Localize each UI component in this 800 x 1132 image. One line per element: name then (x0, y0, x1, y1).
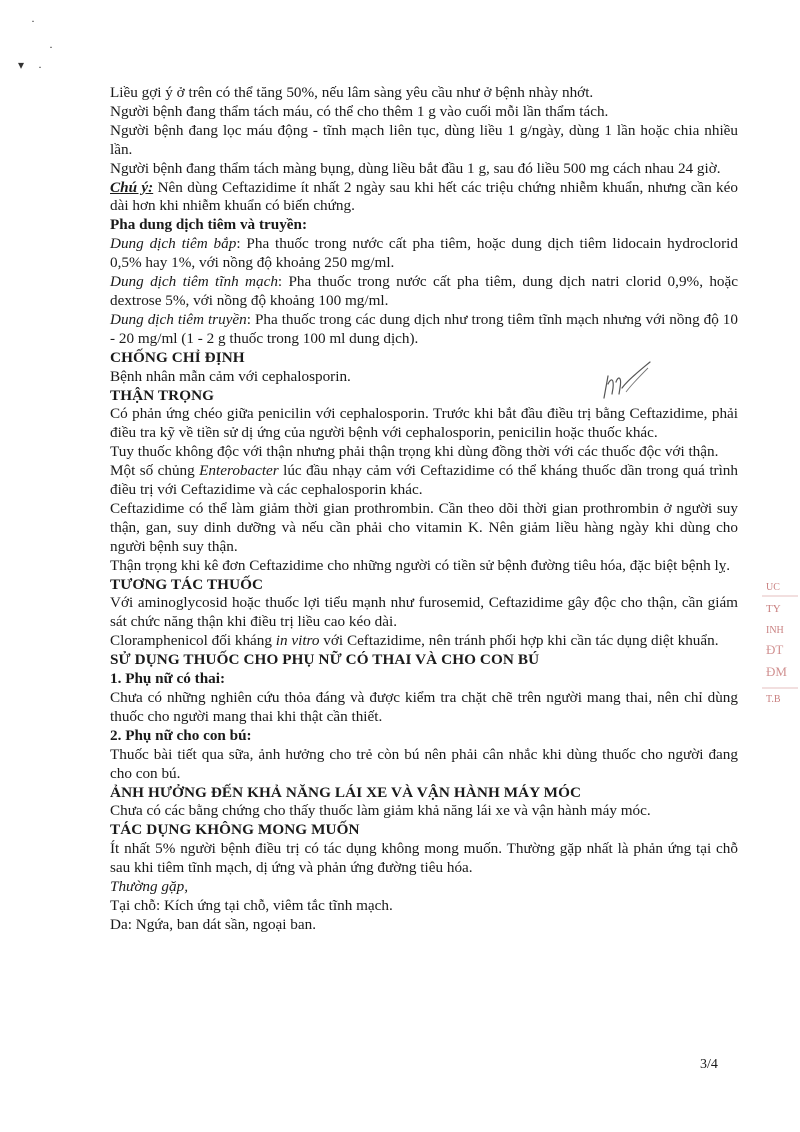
iv-text: : Pha thuốc trong nước cất pha tiêm, dung dịch natri clorid 0,9%, hoặc dextrose 5%, với nồng độ khoảng 100 mg/ml. (110, 273, 738, 309)
prep-iv-paragraph (110, 273, 738, 311)
text-run: với Ceftazidime, nên tránh phối hợp khi cần tác dụng diệt khuẩn. (319, 632, 719, 650)
svg-text:ĐM: ĐM (766, 664, 787, 679)
iv-label: Dung dịch tiêm tĩnh mạch (110, 273, 278, 291)
pregnancy-heading: SỬ DỤNG THUỐC CHO PHỤ NỮ CÓ THAI VÀ CHO CON BÚ (110, 651, 540, 669)
note-label: Chú ý: (110, 178, 154, 196)
svg-text:ĐT: ĐT (766, 642, 784, 657)
caution-heading: THẬN TRỌNG (110, 386, 215, 404)
paragraph: Người bệnh đang thẩm tách máu, có thể cho thêm 1 g vào cuối mỗi lần thẩm tách. (110, 102, 609, 120)
paragraph: Tại chỗ: Kích ứng tại chỗ, viêm tắc tĩnh mạch. (110, 896, 393, 914)
paragraph: Người bệnh đang thẩm tách màng bụng, dùng liều bắt đầu 1 g, sau đó liều 500 mg cách nhau 24 giờ. (110, 159, 721, 177)
text-run-italic: Enterobacter (199, 462, 279, 480)
inf-label: Dung dịch tiêm truyền (110, 310, 247, 328)
paragraph: Chưa có những nghiên cứu thỏa đáng và được kiểm tra chặt chẽ trên người mang thai, nên chỉ dùng thuốc cho người mang thai khi thật cần thiết. (110, 689, 738, 725)
scan-mark-dot: · (31, 14, 35, 28)
paragraph (110, 462, 738, 500)
note-text: Nên dùng Ceftazidime ít nhất 2 ngày sau khi hết các triệu chứng nhiễm khuẩn, nhưng cần kéo dài hơn khi nhiễm khuẩn có biến chứng. (110, 178, 738, 215)
prep-inf-paragraph (110, 311, 738, 349)
scan-mark-dot: · (49, 40, 53, 54)
im-label: Dung dịch tiêm bắp (110, 235, 237, 253)
paragraph: Người bệnh đang lọc máu động - tĩnh mạch liên tục, dùng liều 1 g/ngày, dùng 1 lần hoặc chia nhiều lần. (110, 121, 738, 158)
contraindication-heading: CHỐNG CHỈ ĐỊNH (110, 348, 245, 366)
faded-stamp (758, 576, 800, 708)
document-body (110, 84, 738, 935)
prep-im-paragraph (110, 235, 738, 273)
paragraph: Bệnh nhân mẫn cảm với cephalosporin. (110, 367, 351, 385)
paragraph: Liều gợi ý ở trên có thể tăng 50%, nếu lâm sàng yêu cầu như ở bệnh nhày nhớt. (110, 84, 594, 101)
svg-text:INH: INH (766, 625, 784, 636)
svg-text:TY: TY (766, 603, 781, 615)
paragraph: Thận trọng khi kê đơn Ceftazidime cho những người có tiền sử bệnh đường tiêu hóa, đặc biệt bệnh lỵ. (110, 556, 731, 574)
prep-heading: Pha dung dịch tiêm và truyền: (110, 216, 308, 234)
text-run-italic: in vitro (275, 632, 320, 650)
common-label: Thường gặp, (110, 878, 188, 896)
paragraph: Da: Ngứa, ban dát sần, ngoại ban. (110, 915, 317, 933)
svg-text:UC: UC (766, 582, 780, 593)
im-text: : Pha thuốc trong nước cất pha tiêm, hoặc dung dịch tiêm lidocain hydroclorid 0,5% hay 1%, với nồng độ khoảng 250 mg/ml. (110, 235, 738, 272)
adverse-heading: TÁC DỤNG KHÔNG MONG MUỐN (110, 821, 360, 839)
text-run: Một số chủng (110, 462, 200, 480)
lactation-subheading: 2. Phụ nữ cho con bú: (110, 726, 252, 744)
text-run: lúc đầu nhạy cảm với Ceftazidime có thể kháng thuốc dần trong quá trình điều trị với Ceftazidime và các cephalosporin khác. (110, 462, 738, 499)
scan-mark-dot: · (38, 60, 42, 74)
paragraph: Với aminoglycosid hoặc thuốc lợi tiểu mạnh như furosemid, Ceftazidime gây độc cho thận, cần giám sát chức năng thận khi điều trị liều cao kéo dài. (110, 594, 738, 631)
driving-heading: ẢNH HƯỞNG ĐẾN KHẢ NĂNG LÁI XE VÀ VẬN HÀNH MÁY MÓC (110, 783, 582, 801)
inf-text: : Pha thuốc trong các dung dịch như trong tiêm tĩnh mạch nhưng với nồng độ 10 - 20 mg/ml (1 - 2 g thuốc trong 100 ml dung dịch). (110, 310, 738, 347)
paragraph: Ít nhất 5% người bệnh điều trị có tác dụng không mong muốn. Thường gặp nhất là phản ứng tại chỗ sau khi tiêm tĩnh mạch, dị ứng và phản ứng đường tiêu hóa. (110, 840, 738, 877)
svg-text:T.B: T.B (766, 694, 781, 705)
page-number: 3/4 (700, 1057, 718, 1072)
paragraph: Tuy thuốc không độc với thận nhưng phải thận trọng khi dùng đồng thời với các thuốc độc với thận. (110, 443, 719, 461)
scan-mark-tick: ▾ (18, 58, 25, 72)
pregnancy-subheading: 1. Phụ nữ có thai: (110, 670, 226, 688)
paragraph: Thuốc bài tiết qua sữa, ảnh hưởng cho trẻ còn bú nên phải cân nhắc khi dùng thuốc cho người đang cho con bú. (110, 745, 738, 782)
signature-initials (598, 358, 654, 404)
paragraph: Ceftazidime có thể làm giảm thời gian prothrombin. Cần theo dõi thời gian prothrombin ở người suy thận, gan, suy dinh dưỡng và nếu cần phải cho vitamin K. Nên giảm liều hàng ngày khi dùng cho người bệnh suy thận. (110, 499, 738, 555)
paragraph: Chưa có các bằng chứng cho thấy thuốc làm giảm khả năng lái xe và vận hành máy móc. (110, 802, 651, 820)
interaction-heading: TƯƠNG TÁC THUỐC (110, 575, 264, 593)
note-paragraph (110, 179, 738, 217)
paragraph: Có phản ứng chéo giữa penicilin với cephalosporin. Trước khi bắt đầu điều trị bằng Ceftazidime, phải điều tra kỹ về tiền sử dị ứng của người bệnh với cephalosporin, penicilin hoặc thuốc khác. (110, 405, 738, 442)
paragraph (110, 632, 738, 651)
text-run: Cloramphenicol đối kháng (110, 632, 276, 650)
